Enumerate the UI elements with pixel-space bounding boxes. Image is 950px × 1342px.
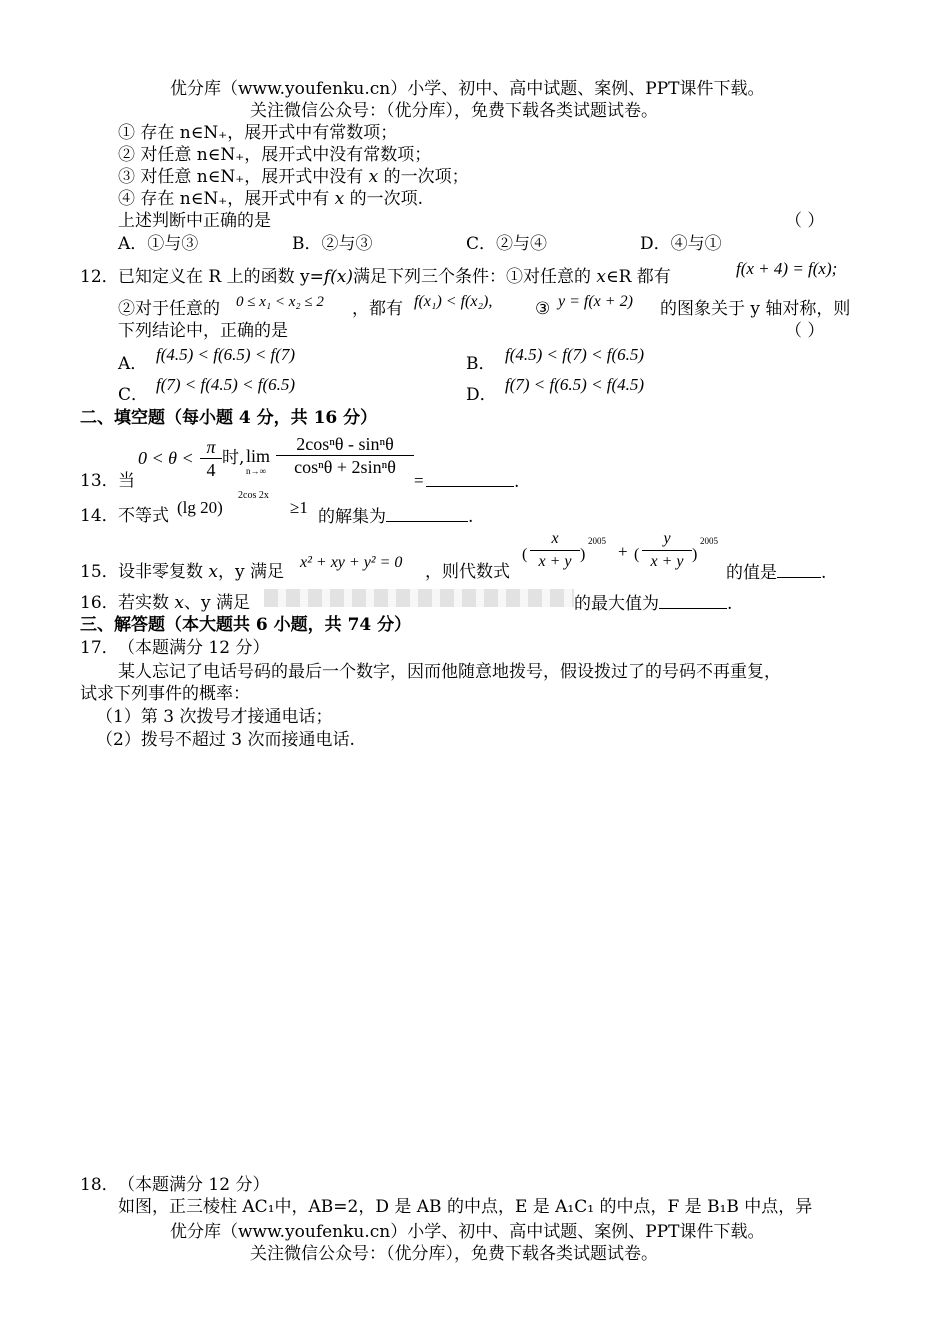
- q11-statement-4: ④ 存在 n∈N₊，展开式中有 x 的一次项.: [118, 189, 423, 209]
- q12-line-2: ②对于任意的: [118, 299, 220, 319]
- q11-statement-1: ① 存在 n∈N₊，展开式中有常数项；: [118, 123, 398, 143]
- q12-condition-1-formula: f(x + 4) = f(x);: [736, 259, 838, 278]
- q16-number: 16．: [80, 593, 119, 613]
- q11-prompt: 上述判断中正确的是: [118, 211, 271, 231]
- q17-body-2: 试求下列事件的概率：: [80, 684, 250, 704]
- q13-pi-fraction: π 4: [200, 436, 222, 481]
- q14-base: (lg 20): [177, 498, 223, 517]
- q15-paren-close-2: ): [692, 546, 698, 563]
- section-3-title: 三、解答题（本大题共 6 小题，共 74 分）: [80, 615, 412, 635]
- q13-answer-blank: .: [426, 470, 519, 493]
- q14-tail: 的解集为 .: [318, 507, 474, 527]
- q11-statement-2: ② 对任意 n∈N₊，展开式中没有常数项；: [118, 145, 432, 165]
- q11-option-c: C．②与④: [466, 234, 548, 254]
- q15-paren-close-1: ): [580, 546, 586, 563]
- q11-option-d: D．④与①: [640, 234, 722, 254]
- q12-option-b: f(4.5) < f(7) < f(6.5): [505, 345, 645, 364]
- q13-condition: 0 < θ <: [138, 448, 194, 468]
- q15-plus: +: [618, 542, 628, 561]
- q15-number: 15．: [80, 562, 119, 582]
- q12-condition-3-formula: y = f(x + 2): [558, 293, 633, 310]
- q11-answer-paren: （ ）: [785, 211, 825, 231]
- q17-body-1: 某人忘记了电话号码的最后一个数字，因而他随意地拨号，假设拨过了的号码不再重复，: [118, 662, 781, 682]
- q14-text: 不等式: [118, 506, 169, 526]
- q16-text-1: 若实数 x、y 满足: [118, 593, 251, 613]
- q15-fraction-2: y x + y: [642, 528, 692, 573]
- q18-number: 18．: [80, 1175, 119, 1195]
- q17-number: 17．: [80, 638, 119, 658]
- q13-lim: lim: [246, 446, 271, 466]
- q15-tail: 的值是 .: [726, 563, 827, 583]
- q12-option-c: f(7) < f(4.5) < f(6.5): [156, 375, 296, 394]
- q13-number: 13．: [80, 471, 119, 491]
- header-line-1: 优分库（www.youfenku.cn）小学、初中、高中试题、案例、PPT课件下载。: [170, 79, 765, 99]
- q15-exponent-1: 2005: [588, 536, 606, 546]
- q15-equation: x² + xy + y² = 0: [300, 554, 403, 571]
- q12-line-1: 已知定义在 R 上的函数 y=f(x)满足下列三个条件：①对任意的 x∈R 都有: [118, 267, 671, 287]
- q13-equals: =: [414, 471, 424, 490]
- q12-option-a: f(4.5) < f(6.5) < f(7): [156, 345, 296, 364]
- q12-condition-2-range: 0 ≤ x₁ < x₂ ≤ 2: [236, 294, 324, 310]
- q12-option-a-label: A．: [118, 354, 148, 374]
- q12-option-c-label: C．: [118, 385, 149, 405]
- q13-shi: 时,: [222, 448, 245, 468]
- q16-constraint-image: [264, 586, 574, 608]
- q15-exponent-2: 2005: [700, 536, 718, 546]
- q11-option-b: B．②与③: [292, 234, 373, 254]
- q12-condition-2-ineq: f(x₁) < f(x₂),: [414, 293, 493, 310]
- q13-word: 当: [118, 471, 135, 491]
- q12-number: 12．: [80, 267, 119, 287]
- q15-text-2: ，则代数式: [425, 562, 510, 582]
- q12-circle-3: ③: [535, 299, 551, 319]
- section-2-title: 二、填空题（每小题 4 分，共 16 分）: [80, 408, 378, 428]
- header-line-2: 关注微信公众号：（优分库），免费下载各类试题试卷。: [250, 101, 658, 121]
- q15-fraction-1: x x + y: [530, 528, 580, 573]
- q15-text-1: 设非零复数 x，y 满足: [118, 562, 285, 582]
- q12-line-2-text: ，都有: [352, 299, 403, 319]
- q12-option-d-label: D．: [466, 385, 497, 405]
- q14-ge: ≥1: [290, 498, 308, 517]
- q17-item-2: （2）拨号不超过 3 次而接通电话.: [96, 730, 355, 750]
- q14-exponent: 2cos 2x: [238, 490, 269, 501]
- q12-line-3: 下列结论中，正确的是: [118, 321, 288, 341]
- q14-number: 14．: [80, 506, 119, 526]
- q12-option-b-label: B．: [466, 354, 496, 374]
- q12-option-d: f(7) < f(6.5) < f(4.5): [505, 375, 645, 394]
- q18-score: （本题满分 12 分）: [118, 1175, 270, 1195]
- q13-lim-subscript: n→∞: [246, 466, 266, 476]
- q15-paren-open-1: (: [522, 546, 528, 563]
- q13-fraction: 2cosⁿθ - sinⁿθ cosⁿθ + 2sinⁿθ: [276, 433, 414, 478]
- q11-option-a: A．①与③: [118, 234, 199, 254]
- q15-paren-open-2: (: [634, 546, 640, 563]
- q17-score: （本题满分 12 分）: [118, 638, 270, 658]
- q16-tail: 的最大值为 .: [574, 594, 733, 614]
- q17-item-1: （1）第 3 次拨号才接通电话；: [96, 707, 333, 727]
- q12-answer-paren: （ ）: [785, 321, 825, 341]
- footer-line-1: 优分库（www.youfenku.cn）小学、初中、高中试题、案例、PPT课件下载。: [170, 1222, 765, 1242]
- q18-body: 如图，正三棱柱 AC₁中，AB=2，D 是 AB 的中点，E 是 A₁C₁ 的中点，F 是 B₁B 中点，异: [118, 1197, 813, 1217]
- q11-statement-3: ③ 对任意 n∈N₊，展开式中没有 x 的一次项；: [118, 167, 469, 187]
- q12-line-2-end: 的图象关于 y 轴对称，则: [660, 299, 851, 319]
- footer-line-2: 关注微信公众号：（优分库），免费下载各类试题试卷。: [250, 1244, 658, 1264]
